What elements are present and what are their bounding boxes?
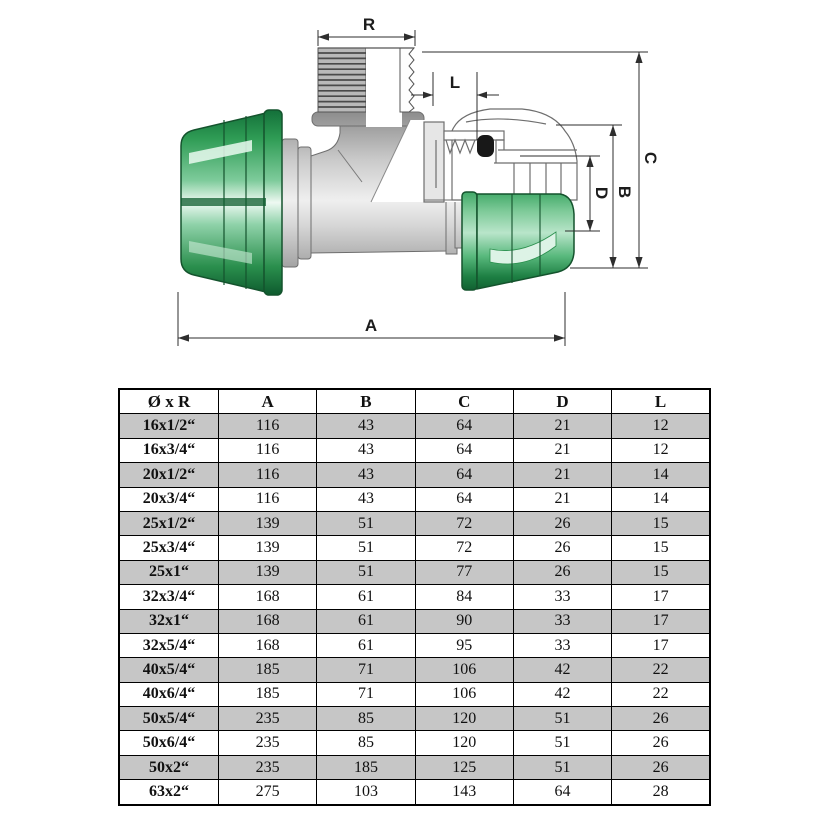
table-row (119, 731, 710, 755)
value-cell: 22 (612, 658, 710, 682)
value-cell: 33 (513, 585, 611, 609)
value-cell: 90 (415, 609, 513, 633)
value-cell: 22 (612, 682, 710, 706)
dim-label-a: A (364, 316, 378, 335)
value-cell: 116 (219, 487, 317, 511)
value-cell: 275 (219, 780, 317, 805)
value-cell: 84 (415, 585, 513, 609)
left-compression-nut (181, 110, 282, 295)
size-cell: 25x1“ (119, 560, 219, 584)
value-cell: 106 (415, 682, 513, 706)
value-cell: 26 (513, 536, 611, 560)
size-cell: 25x3/4“ (119, 536, 219, 560)
value-cell: 61 (317, 633, 415, 657)
value-cell: 26 (513, 511, 611, 535)
value-cell: 42 (513, 682, 611, 706)
dim-label-l: L (449, 73, 461, 92)
value-cell: 33 (513, 609, 611, 633)
dim-label-r: R (362, 15, 376, 34)
value-cell: 106 (415, 658, 513, 682)
value-cell: 116 (219, 414, 317, 438)
value-cell: 64 (415, 438, 513, 462)
value-cell: 235 (219, 755, 317, 779)
dim-label-d: D (592, 186, 611, 200)
size-cell: 16x3/4“ (119, 438, 219, 462)
table-body (119, 414, 710, 805)
value-cell: 235 (219, 731, 317, 755)
value-cell: 120 (415, 707, 513, 731)
fitting-technical-drawing (0, 0, 826, 385)
table-row (119, 585, 710, 609)
value-cell: 120 (415, 731, 513, 755)
value-cell: 77 (415, 560, 513, 584)
size-cell: 32x5/4“ (119, 633, 219, 657)
value-cell: 185 (317, 755, 415, 779)
table-row (119, 560, 710, 584)
size-cell: 40x5/4“ (119, 658, 219, 682)
value-cell: 71 (317, 682, 415, 706)
value-cell: 168 (219, 633, 317, 657)
value-cell: 51 (513, 731, 611, 755)
value-cell: 139 (219, 560, 317, 584)
column-header-l: L (612, 389, 710, 414)
table-row (119, 609, 710, 633)
value-cell: 12 (612, 414, 710, 438)
size-cell: 40x6/4“ (119, 682, 219, 706)
value-cell: 51 (513, 707, 611, 731)
table-header-row (119, 389, 710, 414)
value-cell: 139 (219, 511, 317, 535)
value-cell: 26 (612, 755, 710, 779)
value-cell: 64 (415, 414, 513, 438)
value-cell: 95 (415, 633, 513, 657)
value-cell: 17 (612, 633, 710, 657)
value-cell: 143 (415, 780, 513, 805)
table-row (119, 438, 710, 462)
value-cell: 42 (513, 658, 611, 682)
size-cell: 50x6/4“ (119, 731, 219, 755)
size-cell: 16x1/2“ (119, 414, 219, 438)
table-row (119, 682, 710, 706)
value-cell: 21 (513, 414, 611, 438)
table-row (119, 463, 710, 487)
value-cell: 21 (513, 487, 611, 511)
column-header-a: A (219, 389, 317, 414)
column-header-c: C (415, 389, 513, 414)
value-cell: 185 (219, 658, 317, 682)
value-cell: 43 (317, 487, 415, 511)
value-cell: 17 (612, 609, 710, 633)
value-cell: 51 (513, 755, 611, 779)
value-cell: 28 (612, 780, 710, 805)
value-cell: 72 (415, 511, 513, 535)
value-cell: 21 (513, 438, 611, 462)
table-row (119, 780, 710, 805)
table-row (119, 511, 710, 535)
value-cell: 15 (612, 511, 710, 535)
size-cell: 20x3/4“ (119, 487, 219, 511)
size-cell: 63x2“ (119, 780, 219, 805)
value-cell: 15 (612, 536, 710, 560)
table-row (119, 414, 710, 438)
table-row (119, 707, 710, 731)
value-cell: 116 (219, 463, 317, 487)
value-cell: 21 (513, 463, 611, 487)
value-cell: 85 (317, 731, 415, 755)
value-cell: 26 (612, 731, 710, 755)
column-header-d: D (513, 389, 611, 414)
dim-label-b: B (615, 185, 634, 199)
value-cell: 43 (317, 414, 415, 438)
value-cell: 14 (612, 463, 710, 487)
value-cell: 43 (317, 463, 415, 487)
value-cell: 185 (219, 682, 317, 706)
value-cell: 64 (513, 780, 611, 805)
table-row (119, 633, 710, 657)
dim-label-c: C (641, 151, 660, 165)
value-cell: 125 (415, 755, 513, 779)
value-cell: 71 (317, 658, 415, 682)
size-cell: 20x1/2“ (119, 463, 219, 487)
table-row (119, 487, 710, 511)
value-cell: 15 (612, 560, 710, 584)
value-cell: 103 (317, 780, 415, 805)
value-cell: 64 (415, 463, 513, 487)
value-cell: 235 (219, 707, 317, 731)
value-cell: 139 (219, 536, 317, 560)
value-cell: 33 (513, 633, 611, 657)
o-ring (477, 135, 494, 157)
value-cell: 72 (415, 536, 513, 560)
value-cell: 12 (612, 438, 710, 462)
size-cell: 50x2“ (119, 755, 219, 779)
table-row (119, 755, 710, 779)
value-cell: 64 (415, 487, 513, 511)
value-cell: 26 (513, 560, 611, 584)
size-cell: 50x5/4“ (119, 707, 219, 731)
value-cell: 85 (317, 707, 415, 731)
value-cell: 51 (317, 560, 415, 584)
right-compression-nut (462, 192, 574, 290)
value-cell: 51 (317, 536, 415, 560)
value-cell: 168 (219, 585, 317, 609)
value-cell: 168 (219, 609, 317, 633)
dimensions-table (118, 388, 711, 806)
column-header-size: Ø x R (119, 389, 219, 414)
value-cell: 26 (612, 707, 710, 731)
size-cell: 32x1“ (119, 609, 219, 633)
value-cell: 51 (317, 511, 415, 535)
size-cell: 25x1/2“ (119, 511, 219, 535)
column-header-b: B (317, 389, 415, 414)
table-row (119, 658, 710, 682)
value-cell: 43 (317, 438, 415, 462)
size-cell: 32x3/4“ (119, 585, 219, 609)
value-cell: 17 (612, 585, 710, 609)
value-cell: 61 (317, 585, 415, 609)
value-cell: 116 (219, 438, 317, 462)
value-cell: 14 (612, 487, 710, 511)
table-header (119, 389, 710, 414)
value-cell: 61 (317, 609, 415, 633)
table-row (119, 536, 710, 560)
